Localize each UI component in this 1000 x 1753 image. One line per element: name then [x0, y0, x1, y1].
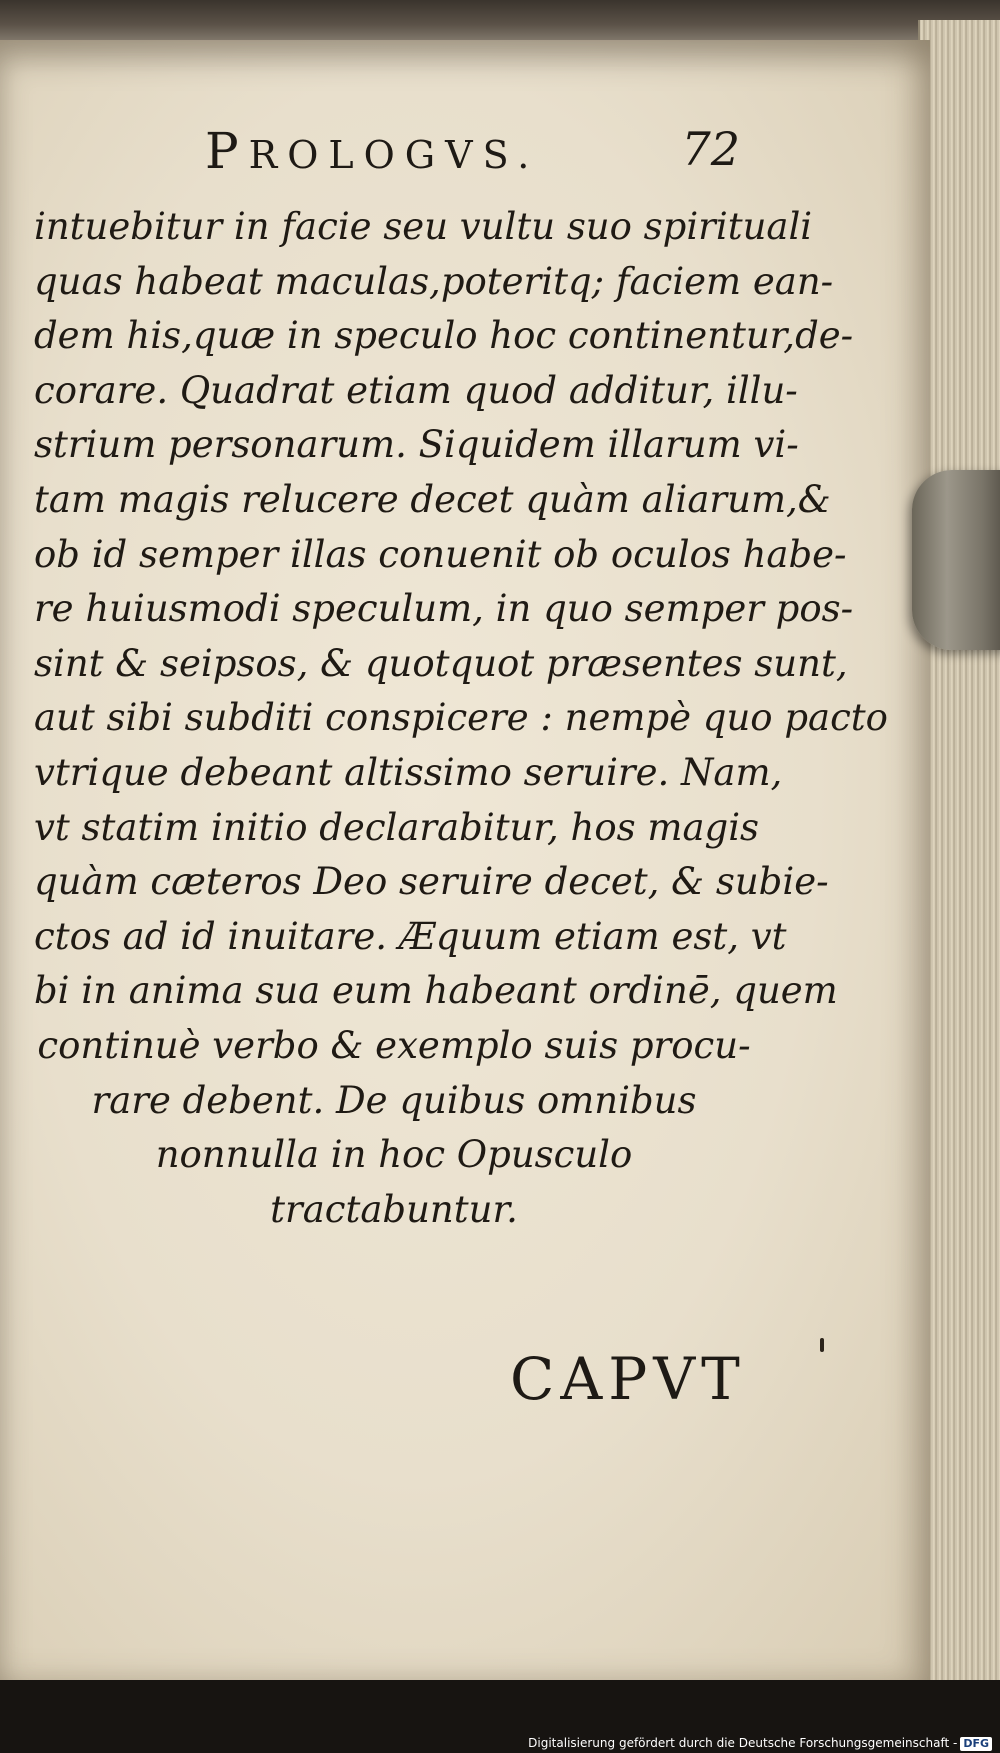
text-line: ob id semper illas conuenit ob oculos habe- — [34, 532, 847, 576]
text-line: tractabuntur. — [270, 1187, 518, 1231]
running-title-initial: P — [205, 122, 249, 180]
text-line: rare debent. De quibus omnibus — [91, 1078, 697, 1122]
text-line: bi in anima sua eum habeant ordinē, quem — [34, 969, 838, 1013]
body-text — [34, 200, 888, 1237]
digitization-credit — [528, 1734, 992, 1752]
running-title — [205, 122, 539, 180]
catchword: CAPVT — [510, 1345, 746, 1413]
text-line: nonnulla in hoc Opusculo — [155, 1133, 633, 1177]
ink-speck — [820, 1338, 824, 1352]
text-line: dem his,quæ in speculo hoc continentur,de- — [34, 314, 854, 358]
text-line: strium personarum. Siquidem illarum vi- — [34, 423, 799, 467]
text-line: aut sibi subditi conspicere : nempè quo pacto — [34, 696, 888, 740]
text-line: vt statim initio declarabitur, hos magis — [34, 805, 760, 849]
text-line: sint & seipsos, & quotquot præsentes sunt, — [34, 641, 848, 685]
page-number: 72 — [681, 122, 740, 176]
credit-text: Digitalisierung gefördert durch die Deutsche Forschungsgemeinschaft - — [528, 1736, 958, 1750]
text-line: quàm cæteros Deo seruire decet, & subie- — [34, 860, 829, 904]
running-title-rest: ROLOGVS. — [248, 133, 540, 177]
text-line: tam magis relucere decet quàm aliarum,& — [34, 477, 831, 521]
page-edges — [918, 20, 1000, 1680]
text-line: corare. Quadrat etiam quod additur, illu- — [34, 368, 798, 412]
text-line: quas habeat maculas,poteritq; faciem ean- — [34, 259, 834, 303]
text-line: ctos ad id inuitare. Æquum etiam est, vt — [34, 914, 787, 958]
running-head — [205, 122, 740, 182]
text-line: vtrique debeant altissimo seruire. Nam, — [34, 750, 783, 794]
text-line: continuè verbo & exemplo suis procu- — [37, 1023, 751, 1067]
text-line: re huiusmodi speculum, in quo semper pos- — [34, 587, 854, 631]
text-line: intuebitur in facie seu vultu suo spirituali — [34, 205, 813, 248]
bookmark-tab — [912, 470, 1000, 650]
dfg-logo: DFG — [960, 1737, 992, 1751]
